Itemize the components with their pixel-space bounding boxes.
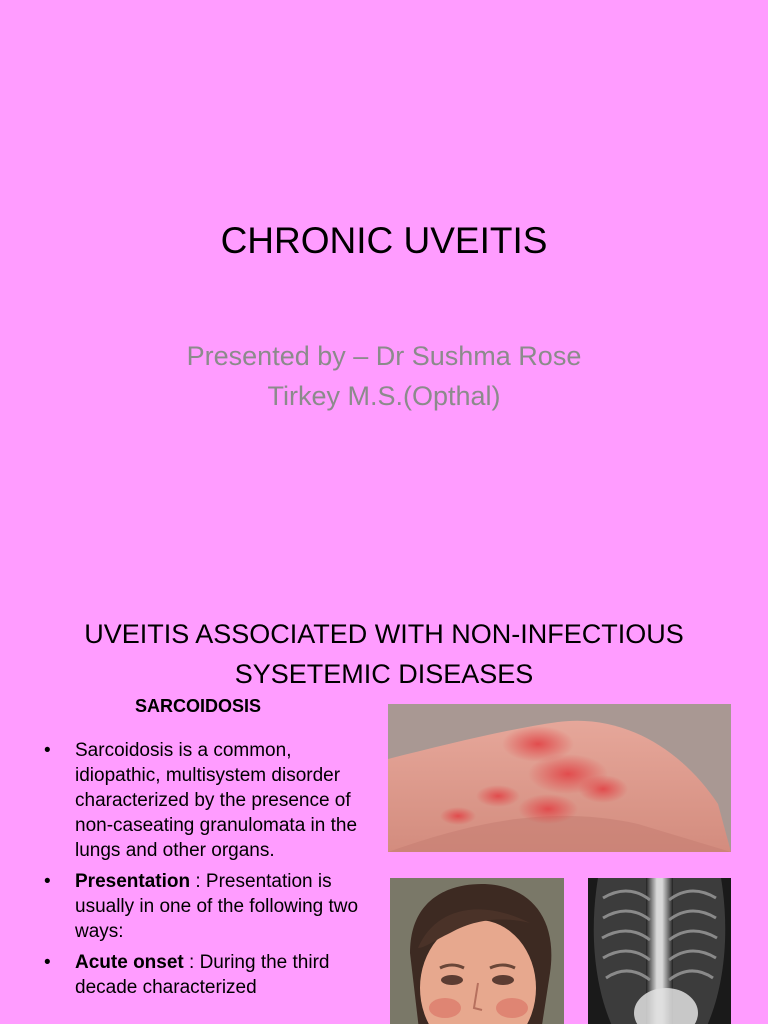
content-slide	[0, 576, 768, 1024]
content-slide-title	[40, 614, 728, 694]
title-line-2: SYSETEMIC DISEASES	[234, 659, 534, 689]
subtitle-line-1: Presented by – Dr Sushma Rose	[186, 341, 582, 371]
title-line-1: UVEITIS ASSOCIATED WITH NON-INFECTIOUS	[84, 619, 684, 649]
chest-xray-photo	[588, 878, 731, 1024]
knee-rash-photo	[388, 704, 731, 852]
bullet-item	[44, 738, 374, 863]
bullet-dot: •	[44, 740, 51, 761]
bullet-list	[44, 738, 374, 1006]
section-heading: SARCOIDOSIS	[135, 696, 262, 716]
bullet-text: : During the third decade characterized	[75, 952, 330, 998]
bullet-item	[44, 869, 374, 944]
bullet-text: : Presentation is usually in one of the following two ways:	[75, 871, 359, 942]
bullet-bold: Acute onset	[75, 952, 184, 973]
subtitle-line-2: Tirkey M.S.(Opthal)	[267, 381, 501, 411]
face-photo	[390, 878, 564, 1024]
bullet-item	[44, 950, 374, 1000]
bullet-dot: •	[44, 952, 51, 973]
slide-title: CHRONIC UVEITIS	[220, 220, 548, 261]
bullet-bold: Presentation	[75, 871, 191, 892]
slide-subtitle	[0, 336, 768, 416]
bullet-dot: •	[44, 871, 51, 892]
bullet-text: Sarcoidosis is a common, idiopathic, multisystem disorder characterized by the presence of non-caseating granulomata in the lungs and other organs.	[75, 740, 358, 861]
